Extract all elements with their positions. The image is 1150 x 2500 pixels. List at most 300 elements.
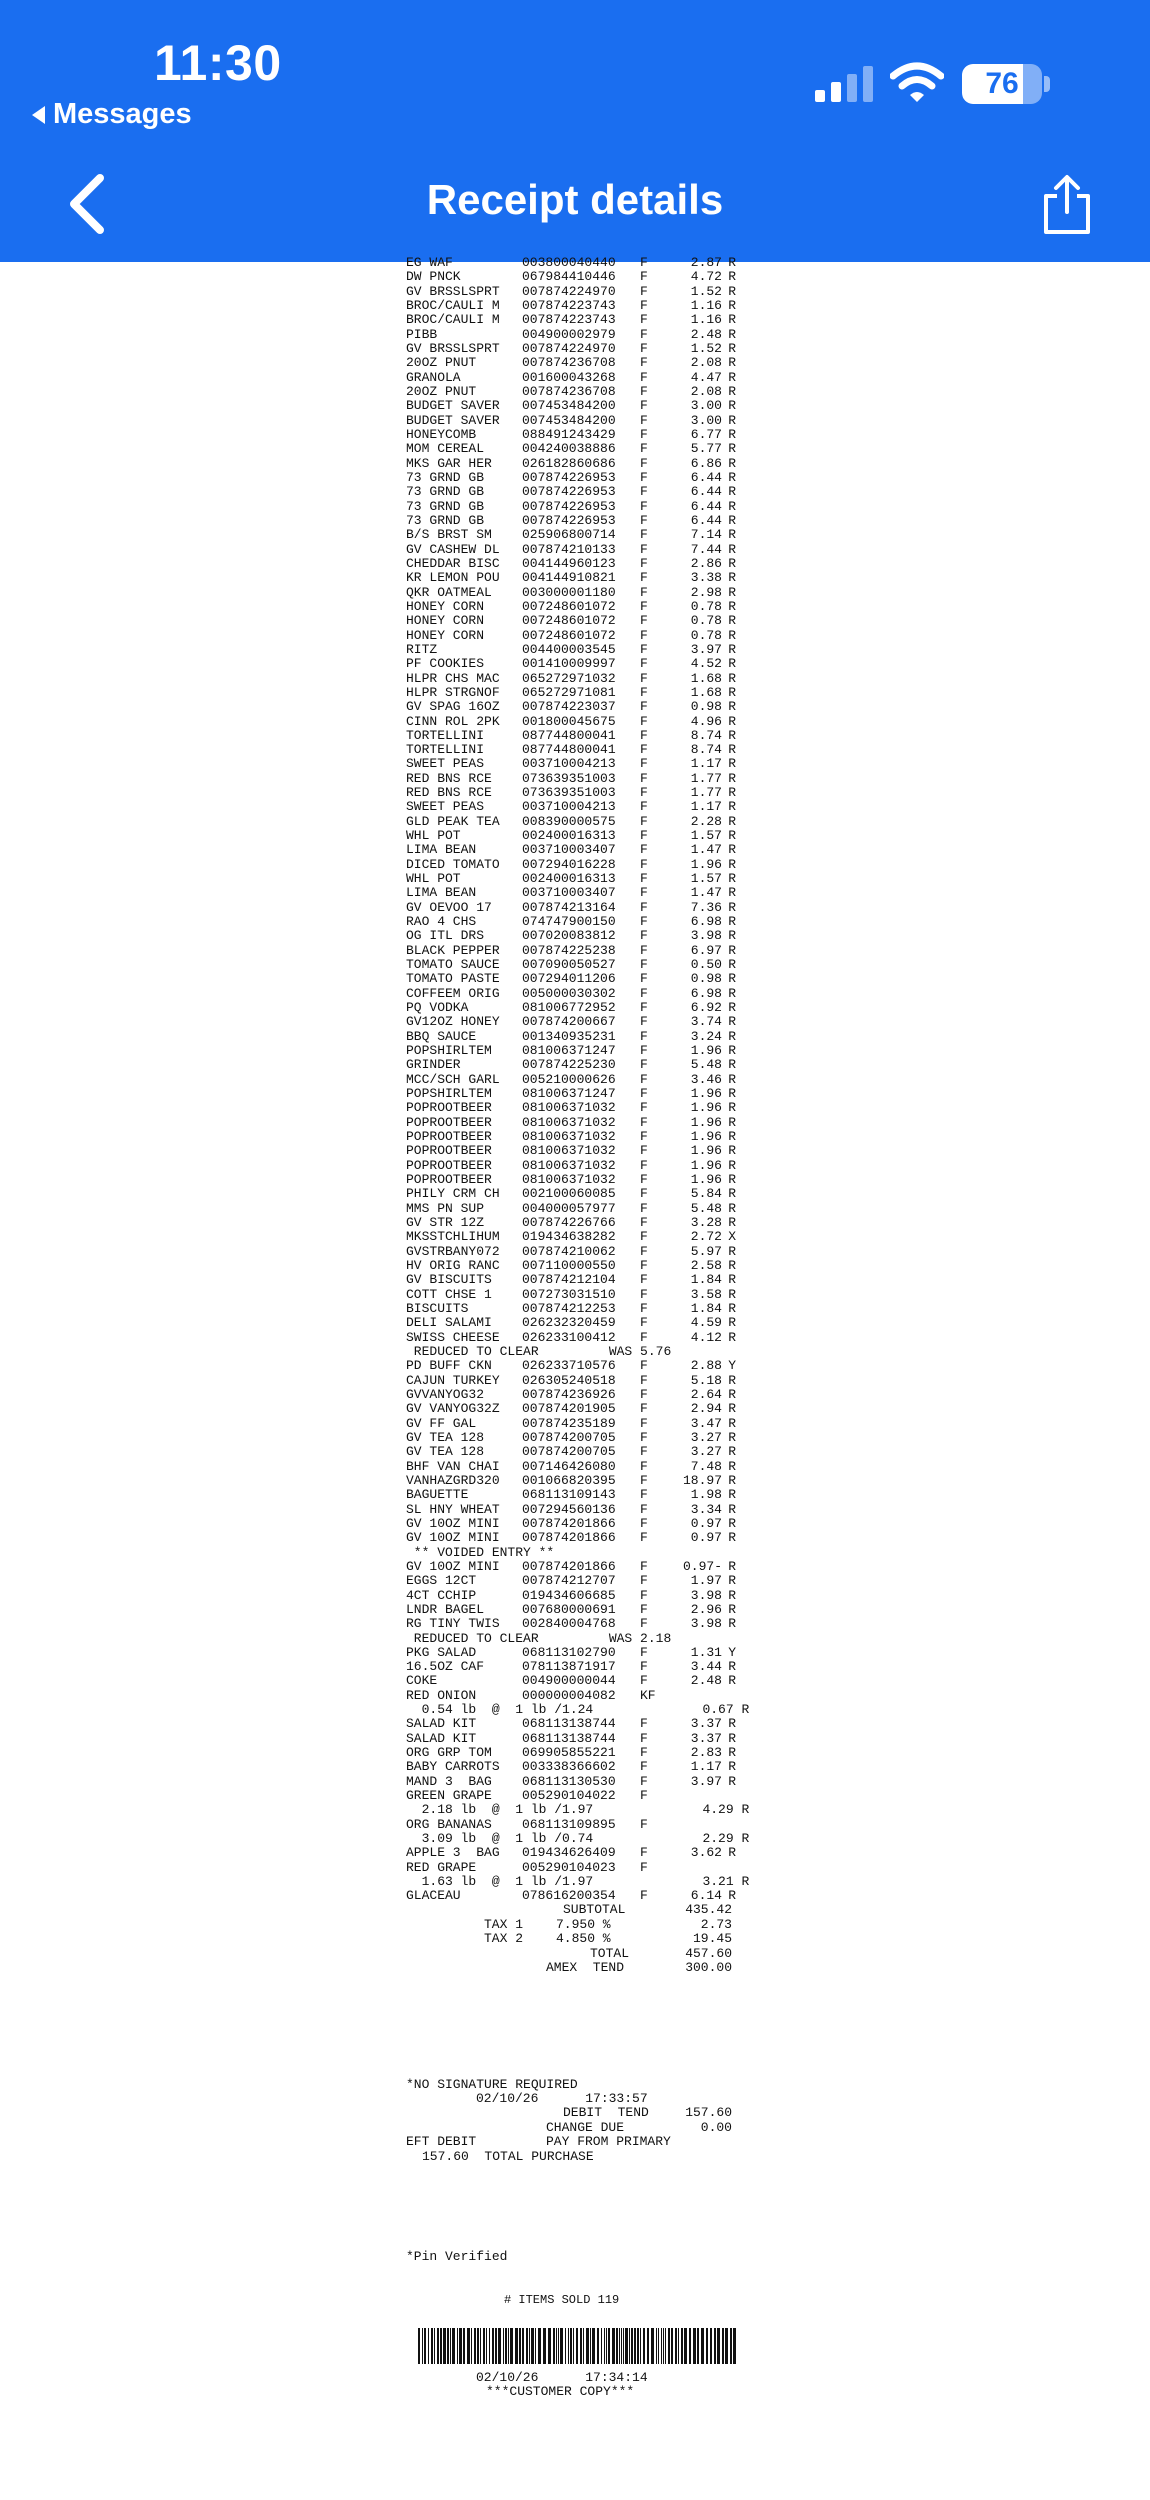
receipt-item-row bbox=[406, 1646, 746, 1660]
item-name: GV SPAG 16OZ bbox=[406, 700, 500, 715]
item-tax-code: F bbox=[640, 1200, 648, 1216]
item-tax-code: F bbox=[640, 1386, 648, 1402]
item-upc: 003000001180 bbox=[522, 585, 616, 600]
barcode-bar bbox=[671, 2328, 673, 2364]
item-tax-code: F bbox=[640, 1272, 648, 1288]
item-name: GRANOLA bbox=[406, 370, 461, 385]
receipt-item-row bbox=[406, 987, 746, 1001]
item-tax-code: F bbox=[640, 799, 648, 815]
barcode-bar bbox=[725, 2328, 728, 2364]
item-upc: 003800040440 bbox=[522, 256, 616, 270]
item-price: 3.74 bbox=[690, 1014, 722, 1030]
item-upc: 026305240518 bbox=[522, 1373, 616, 1388]
page-title: Receipt details bbox=[426, 176, 724, 223]
item-upc: 007090050527 bbox=[522, 958, 616, 973]
barcode-bar bbox=[580, 2328, 582, 2364]
item-price: 6.86 bbox=[690, 455, 722, 471]
payment-date-time: 02/10/26 17:33:57 bbox=[476, 2091, 648, 2106]
item-price: 8.74 bbox=[690, 742, 722, 758]
amex-tend-value: 300.00 bbox=[685, 1960, 732, 1975]
item-name: POPSHIRLTEM bbox=[406, 1044, 492, 1059]
item-name: RED BNS RCE bbox=[406, 771, 492, 786]
tax2-label: TAX 2 bbox=[484, 1931, 524, 1946]
item-price: 3.27 bbox=[690, 1444, 722, 1460]
receipt-item-row bbox=[406, 929, 746, 943]
item-upc: 007874235189 bbox=[522, 1416, 616, 1431]
item-price: 2.58 bbox=[690, 1257, 722, 1273]
receipt-item-row bbox=[406, 786, 746, 800]
app-header bbox=[0, 0, 1150, 262]
receipt-item-row bbox=[406, 700, 746, 714]
receipt-note-row bbox=[406, 1831, 750, 1847]
item-tax-code: F bbox=[640, 1100, 648, 1116]
receipt-item-row bbox=[406, 1660, 746, 1674]
item-price: 18.97 bbox=[682, 1472, 722, 1488]
item-tax-code: F bbox=[640, 1487, 648, 1503]
item-tax-code: F bbox=[640, 297, 648, 313]
item-tax-code: F bbox=[640, 1028, 648, 1044]
item-tax-code: F bbox=[640, 1229, 648, 1245]
receipt-item-row bbox=[406, 657, 746, 671]
item-flag: R bbox=[728, 914, 736, 930]
item-name: HLPR CHS MAC bbox=[406, 671, 500, 686]
receipt-note-row bbox=[406, 1702, 750, 1718]
item-flag: Y bbox=[728, 1358, 736, 1374]
item-price: 1.47 bbox=[690, 842, 722, 858]
item-flag: R bbox=[728, 498, 736, 514]
item-upc: 081006371247 bbox=[522, 1044, 616, 1059]
item-name: GV BRSSLSPRT bbox=[406, 284, 500, 299]
item-price: 6.44 bbox=[690, 484, 722, 500]
receipt-item-row bbox=[406, 872, 746, 886]
receipt-item-row bbox=[406, 958, 746, 972]
item-flag: R bbox=[728, 369, 736, 385]
item-price: 1.96 bbox=[690, 1172, 722, 1187]
receipt-item-row bbox=[406, 1030, 746, 1044]
item-tax-code: F bbox=[640, 1157, 648, 1173]
item-name: OG ITL DRS bbox=[406, 929, 485, 944]
receipt-item-row bbox=[406, 1717, 746, 1731]
barcode-bar bbox=[684, 2328, 687, 2364]
item-tax-code: F bbox=[640, 627, 648, 643]
receipt-item-row bbox=[406, 1245, 746, 1259]
item-name: PIBB bbox=[406, 327, 438, 342]
item-upc: 026233710576 bbox=[522, 1359, 616, 1374]
item-price: 1.52 bbox=[690, 340, 722, 356]
item-flag: R bbox=[728, 1601, 736, 1617]
item-name: B/S BRST SM bbox=[406, 528, 492, 543]
item-tax-code: F bbox=[640, 1659, 648, 1675]
item-name: EG WAF bbox=[406, 256, 453, 270]
barcode-bar bbox=[678, 2328, 679, 2364]
barcode-bar bbox=[717, 2328, 720, 2364]
receipt-item-row bbox=[406, 1775, 746, 1789]
barcode-bar bbox=[710, 2328, 712, 2364]
item-price: 3.37 bbox=[690, 1730, 722, 1746]
barcode-bar bbox=[656, 2328, 657, 2364]
item-name: BISCUITS bbox=[406, 1301, 469, 1316]
item-price: 3.98 bbox=[690, 1587, 722, 1603]
item-tax-code: F bbox=[640, 942, 648, 958]
barcode-bar bbox=[621, 2328, 622, 2364]
item-price: 6.44 bbox=[690, 469, 722, 485]
item-flag: R bbox=[728, 1616, 736, 1632]
receipt-note-text: REDUCED TO CLEAR WAS 2.18 bbox=[406, 1630, 672, 1646]
item-name: 16.5OZ CAF bbox=[406, 1660, 485, 1675]
item-name: 73 GRND GB bbox=[406, 499, 485, 514]
item-price: 2.08 bbox=[690, 355, 722, 371]
tax1-rate: 7.950 % bbox=[556, 1916, 611, 1932]
item-tax-code: F bbox=[640, 340, 648, 356]
barcode-bar bbox=[489, 2328, 490, 2364]
item-price: 1.77 bbox=[690, 785, 722, 801]
item-upc: 007874225230 bbox=[522, 1058, 616, 1073]
item-tax-code: F bbox=[640, 1300, 648, 1316]
item-flag: R bbox=[728, 1300, 736, 1316]
subtotal-label: SUBTOTAL bbox=[563, 1902, 626, 1917]
item-upc: 003710004213 bbox=[522, 757, 616, 772]
item-price: 2.96 bbox=[690, 1601, 722, 1617]
receipt-item-row bbox=[406, 1402, 746, 1416]
item-upc: 001600043268 bbox=[522, 370, 616, 385]
barcode-bar bbox=[590, 2328, 591, 2364]
barcode-bar bbox=[576, 2328, 578, 2364]
item-upc: 026232320459 bbox=[522, 1316, 616, 1331]
item-price: 5.48 bbox=[690, 1200, 722, 1216]
item-name: GV VANYOG32Z bbox=[406, 1402, 500, 1417]
receipt-item-row bbox=[406, 1445, 746, 1459]
item-price: 2.86 bbox=[690, 555, 722, 571]
item-flag: R bbox=[728, 928, 736, 944]
item-tax-code: F bbox=[640, 312, 648, 328]
receipt-item-row bbox=[406, 757, 746, 771]
barcode-bar bbox=[480, 2328, 481, 2364]
item-flag: R bbox=[728, 1501, 736, 1517]
item-upc: 007874200667 bbox=[522, 1015, 616, 1030]
item-price: 3.97 bbox=[690, 1773, 722, 1789]
receipt-item-row bbox=[406, 1689, 746, 1703]
item-flag: R bbox=[728, 713, 736, 729]
item-tax-code: F bbox=[640, 1601, 648, 1617]
item-flag: R bbox=[728, 598, 736, 614]
receipt-item-row bbox=[406, 1202, 746, 1216]
back-to-messages-link[interactable] bbox=[32, 98, 192, 131]
receipt-item-row bbox=[406, 385, 746, 399]
receipt-item-row bbox=[406, 285, 746, 299]
item-flag: R bbox=[728, 484, 736, 500]
receipt-item-row bbox=[406, 342, 746, 356]
item-price: 5.77 bbox=[690, 441, 722, 457]
item-name: PHILY CRM CH bbox=[406, 1187, 500, 1202]
item-price: 3.47 bbox=[690, 1415, 722, 1431]
item-tax-code: F bbox=[640, 1429, 648, 1445]
item-price: 1.52 bbox=[690, 283, 722, 299]
item-price: 2.83 bbox=[690, 1745, 722, 1761]
debit-tend-value: 157.60 bbox=[685, 2105, 732, 2120]
barcode-bar bbox=[661, 2328, 662, 2364]
receipt-item-row bbox=[406, 1316, 746, 1330]
item-upc: 073639351003 bbox=[522, 786, 616, 801]
item-price: 1.68 bbox=[690, 670, 722, 686]
item-upc: 004144960123 bbox=[522, 556, 616, 571]
item-upc: 007874224970 bbox=[522, 284, 616, 299]
item-flag: R bbox=[728, 340, 736, 356]
receipt-item-row bbox=[406, 428, 746, 442]
receipt-item-row bbox=[406, 629, 746, 643]
receipt-item-row bbox=[406, 944, 746, 958]
item-tax-code: F bbox=[640, 871, 648, 887]
receipt-item-row bbox=[406, 1474, 746, 1488]
item-upc: 074747900150 bbox=[522, 915, 616, 930]
item-tax-code: F bbox=[640, 426, 648, 442]
item-price: 1.96 bbox=[690, 1129, 722, 1145]
receipt-item-row bbox=[406, 815, 746, 829]
barcode-bar bbox=[474, 2328, 476, 2364]
item-upc: 007248601072 bbox=[522, 628, 616, 643]
item-flag: R bbox=[728, 1286, 736, 1302]
item-name: PF COOKIES bbox=[406, 657, 485, 672]
item-tax-code: F bbox=[640, 412, 648, 428]
receipt-item-row bbox=[406, 1674, 746, 1688]
item-upc: 078616200354 bbox=[522, 1889, 616, 1904]
item-flag: R bbox=[728, 1716, 736, 1732]
receipt-item-row bbox=[406, 1015, 746, 1029]
item-name: BUDGET SAVER bbox=[406, 413, 500, 428]
tax2-value: 19.45 bbox=[692, 1931, 732, 1946]
item-name: TOMATO PASTE bbox=[406, 972, 500, 987]
item-price: 2.87 bbox=[690, 255, 722, 270]
item-name: HV ORIG RANC bbox=[406, 1258, 500, 1273]
barcode-bar bbox=[616, 2328, 618, 2364]
item-name: RITZ bbox=[406, 642, 438, 657]
item-flag: R bbox=[728, 1773, 736, 1789]
receipt-item-row bbox=[406, 1574, 746, 1588]
item-upc: 081006371032 bbox=[522, 1115, 616, 1130]
item-price: 4.96 bbox=[690, 713, 722, 729]
item-flag: R bbox=[728, 1487, 736, 1503]
change-due-label: CHANGE DUE bbox=[546, 2119, 625, 2135]
barcode-bar bbox=[722, 2328, 724, 2364]
item-name: GV TEA 128 bbox=[406, 1445, 485, 1460]
item-flag: R bbox=[728, 1673, 736, 1689]
barcode-bar bbox=[568, 2328, 569, 2364]
item-flag: R bbox=[728, 613, 736, 629]
barcode-bar bbox=[573, 2328, 574, 2364]
item-upc: 081006371032 bbox=[522, 1101, 616, 1116]
item-flag: R bbox=[728, 656, 736, 672]
item-price: 2.72 bbox=[690, 1229, 722, 1245]
item-price bbox=[656, 1861, 722, 1875]
item-name: PQ VODKA bbox=[406, 1001, 469, 1016]
receipt-item-row bbox=[406, 686, 746, 700]
item-name: MCC/SCH GARL bbox=[406, 1072, 500, 1087]
barcode-bar bbox=[452, 2328, 455, 2364]
item-flag: R bbox=[728, 1659, 736, 1675]
item-upc: 007273031510 bbox=[522, 1287, 616, 1302]
item-tax-code: F bbox=[640, 355, 648, 371]
item-tax-code: F bbox=[640, 1358, 648, 1374]
item-tax-code: F bbox=[640, 1286, 648, 1302]
item-upc: 025906800714 bbox=[522, 528, 616, 543]
item-price: 6.98 bbox=[690, 914, 722, 930]
receipt-item-row bbox=[406, 901, 746, 915]
receipt-item-row bbox=[406, 672, 746, 686]
receipt-item-row bbox=[406, 972, 746, 986]
receipt-item-row bbox=[406, 1760, 746, 1774]
item-price: 1.84 bbox=[690, 1300, 722, 1316]
barcode-bar bbox=[625, 2328, 628, 2364]
item-tax-code: F bbox=[640, 1172, 648, 1187]
item-price: 1.17 bbox=[690, 1759, 722, 1775]
item-name: COTT CHSE 1 bbox=[406, 1287, 492, 1302]
item-flag: R bbox=[728, 1401, 736, 1417]
item-tax-code: F bbox=[640, 512, 648, 528]
item-flag: R bbox=[728, 957, 736, 973]
item-price: 3.28 bbox=[690, 1214, 722, 1230]
item-upc: 004900002979 bbox=[522, 327, 616, 342]
item-tax-code: F bbox=[640, 656, 648, 672]
receipt-item-row bbox=[406, 1861, 746, 1875]
barcode-bar bbox=[565, 2328, 566, 2364]
barcode-bar bbox=[424, 2328, 426, 2364]
item-price: 6.44 bbox=[690, 512, 722, 528]
item-upc: 065272971081 bbox=[522, 685, 616, 700]
item-flag: R bbox=[728, 727, 736, 743]
barcode-bar bbox=[601, 2328, 602, 2364]
item-tax-code: F bbox=[640, 1372, 648, 1388]
item-tax-code: F bbox=[640, 684, 648, 700]
barcode-bar bbox=[483, 2328, 485, 2364]
item-tax-code: F bbox=[640, 1086, 648, 1102]
receipt-item-row bbox=[406, 1288, 746, 1302]
item-price: 1.47 bbox=[690, 885, 722, 901]
total-label: TOTAL bbox=[590, 1945, 630, 1961]
barcode-bar bbox=[558, 2328, 559, 2364]
item-upc: 067984410446 bbox=[522, 270, 616, 285]
item-tax-code: F bbox=[640, 985, 648, 1001]
item-price: 4.72 bbox=[690, 269, 722, 285]
item-name: BAGUETTE bbox=[406, 1488, 469, 1503]
item-upc: 003710003407 bbox=[522, 843, 616, 858]
item-price: 3.24 bbox=[690, 1028, 722, 1044]
item-upc: 005210000626 bbox=[522, 1072, 616, 1087]
item-price: 3.98 bbox=[690, 1616, 722, 1632]
receipt-item-row bbox=[406, 1216, 746, 1230]
barcode-bar bbox=[543, 2328, 546, 2364]
item-flag: R bbox=[728, 1444, 736, 1460]
item-upc: 019434626409 bbox=[522, 1846, 616, 1861]
barcode-bar bbox=[418, 2328, 420, 2364]
item-price: 6.44 bbox=[690, 498, 722, 514]
barcode-bar bbox=[706, 2328, 708, 2364]
item-price bbox=[656, 1818, 722, 1832]
barcode-bar bbox=[651, 2328, 654, 2364]
items-sold-text: # ITEMS SOLD 119 bbox=[504, 2293, 620, 2307]
item-tax-code: F bbox=[640, 1888, 648, 1904]
item-name: GV OEVOO 17 bbox=[406, 900, 492, 915]
item-price: 1.57 bbox=[690, 871, 722, 887]
item-upc: 007874212253 bbox=[522, 1301, 616, 1316]
item-flag: R bbox=[728, 842, 736, 858]
item-name: BABY CARROTS bbox=[406, 1760, 500, 1775]
item-tax-code: F bbox=[640, 1129, 648, 1145]
barcode-bar bbox=[492, 2328, 494, 2364]
item-tax-code: F bbox=[640, 1114, 648, 1130]
item-price: 4.59 bbox=[690, 1315, 722, 1331]
item-upc: 001066820395 bbox=[522, 1473, 616, 1488]
barcode-bar bbox=[508, 2328, 509, 2364]
item-price: 1.57 bbox=[690, 828, 722, 844]
item-tax-code: F bbox=[640, 1673, 648, 1689]
receipt-note-text: 2.18 lb @ 1 lb /1.97 4.29 R bbox=[406, 1802, 750, 1818]
item-name: HONEYCOMB bbox=[406, 427, 477, 442]
item-flag: R bbox=[728, 1028, 736, 1044]
item-flag: R bbox=[728, 555, 736, 571]
item-tax-code: F bbox=[640, 1501, 648, 1517]
share-icon[interactable] bbox=[1040, 174, 1094, 236]
item-tax-code: F bbox=[640, 971, 648, 987]
barcode-bar bbox=[647, 2328, 649, 2364]
barcode-bar bbox=[643, 2328, 645, 2364]
barcode-bar bbox=[422, 2328, 423, 2364]
item-price: 1.96 bbox=[690, 1143, 722, 1159]
item-name: ORG BANANAS bbox=[406, 1817, 492, 1832]
item-flag: R bbox=[728, 1257, 736, 1273]
item-name: WHL POT bbox=[406, 829, 461, 844]
item-upc: 005000030302 bbox=[522, 986, 616, 1001]
item-tax-code: F bbox=[640, 856, 648, 872]
item-tax-code: F bbox=[640, 1143, 648, 1159]
barcode-bar bbox=[459, 2328, 462, 2364]
item-flag: R bbox=[728, 885, 736, 901]
item-price: 0.78 bbox=[690, 598, 722, 614]
item-name: HONEY CORN bbox=[406, 599, 485, 614]
item-tax-code: F bbox=[640, 570, 648, 586]
item-price: 0.97 bbox=[690, 1530, 722, 1546]
item-upc: 087744800041 bbox=[522, 728, 616, 743]
item-tax-code: F bbox=[640, 842, 648, 858]
receipt-item-row bbox=[406, 1001, 746, 1015]
item-price: 4.47 bbox=[690, 369, 722, 385]
item-flag: R bbox=[728, 283, 736, 299]
receipt-item-row bbox=[406, 528, 746, 542]
item-upc: 081006371032 bbox=[522, 1144, 616, 1159]
barcode-bar bbox=[556, 2328, 557, 2364]
item-tax-code: F bbox=[640, 1014, 648, 1030]
item-upc: 007874226953 bbox=[522, 485, 616, 500]
item-name: GVSTRBANY072 bbox=[406, 1244, 500, 1259]
item-tax-code: F bbox=[640, 770, 648, 786]
item-name: BHF VAN CHAI bbox=[406, 1459, 500, 1474]
item-flag: R bbox=[728, 455, 736, 471]
item-tax-code: F bbox=[640, 1745, 648, 1761]
item-flag: R bbox=[728, 1429, 736, 1445]
tax2-rate: 4.850 % bbox=[556, 1931, 611, 1946]
item-price: 1.96 bbox=[690, 1100, 722, 1116]
receipt-note-text: 0.54 lb @ 1 lb /1.24 0.67 R bbox=[406, 1702, 750, 1718]
item-upc: 001800045675 bbox=[522, 714, 616, 729]
item-tax-code: F bbox=[640, 699, 648, 715]
receipt-item-row bbox=[406, 1746, 746, 1760]
barcode-bar bbox=[443, 2328, 446, 2364]
item-price: 1.96 bbox=[690, 856, 722, 872]
subtotal-value: 435.42 bbox=[685, 1902, 732, 1917]
barcode-bar bbox=[531, 2328, 534, 2364]
item-upc: 081006371247 bbox=[522, 1087, 616, 1102]
item-name: COKE bbox=[406, 1674, 438, 1689]
receipt-item-row bbox=[406, 1531, 746, 1545]
item-tax-code: F bbox=[640, 1257, 648, 1273]
